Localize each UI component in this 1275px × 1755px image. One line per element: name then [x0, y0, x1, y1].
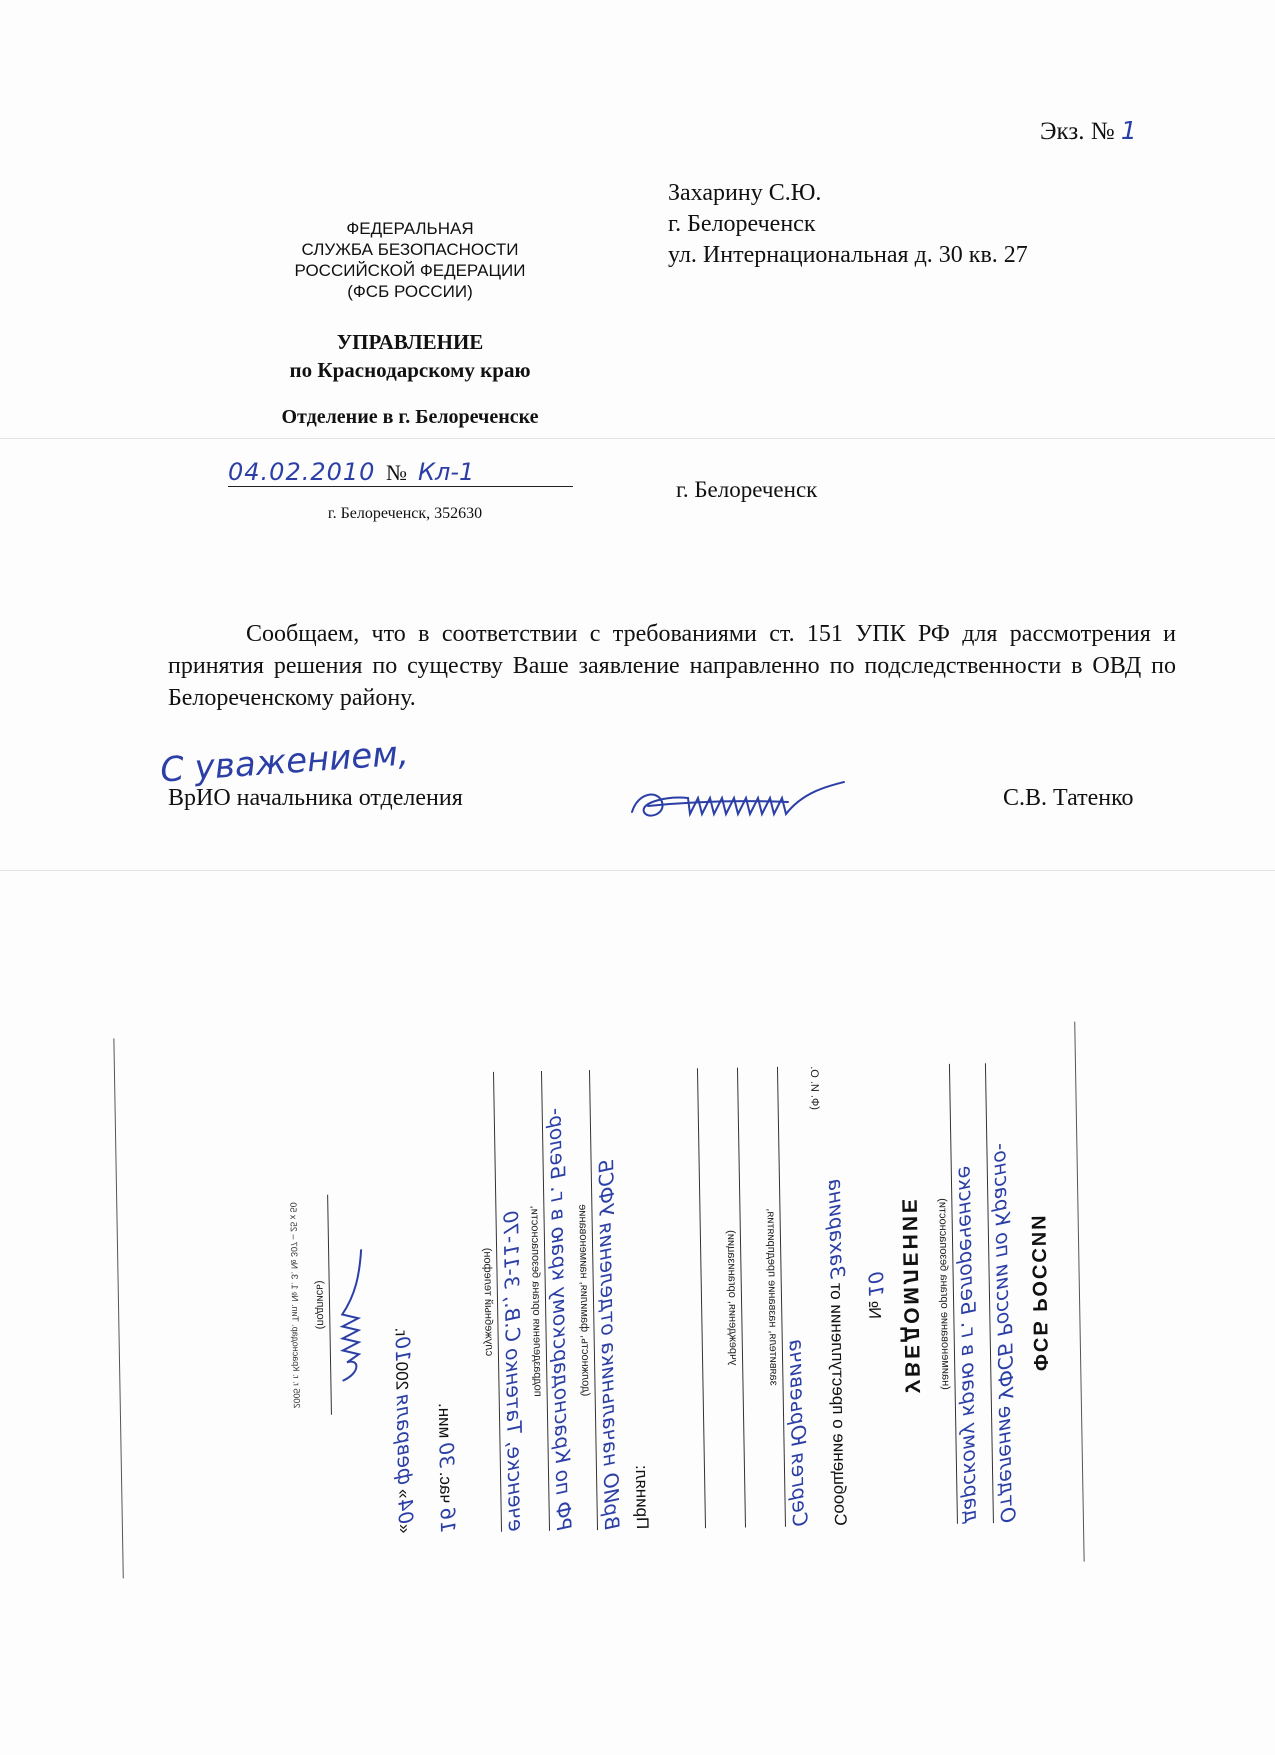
sender-city-zip: г. Белореченск, 352630 — [327, 505, 483, 522]
org-line: РОССИЙСКОЙ ФЕДЕРАЦИИ — [294, 261, 526, 280]
recipient-street: ул. Интернациональная д. 30 кв. 27 — [668, 242, 1028, 268]
slip-org-handwritten: дарскому краю в г. Белореченске — [953, 1165, 984, 1524]
copy-number — [1040, 116, 1137, 146]
sender-organization — [230, 218, 590, 302]
slip-minutes-handwritten: 30 — [434, 1442, 459, 1468]
signer-name: С.В. Татенко — [1003, 785, 1134, 811]
recipient-city: г. Белореченск — [668, 211, 816, 237]
copy-number-handwritten: 1 — [1120, 116, 1137, 145]
slip-org-handwritten: Отделение УФСБ России по Красно- — [989, 1142, 1020, 1524]
signature-image — [628, 772, 848, 832]
slip-signature-image — [329, 1244, 371, 1385]
reference-number: Кл-1 — [418, 458, 475, 486]
department-title: УПРАВЛЕНИЕ — [336, 330, 484, 354]
department-region: по Краснодарскому краю — [289, 358, 531, 382]
signer-position: ВрИО начальника отделения — [168, 785, 463, 811]
recipient-name: Захарину С.Ю. — [668, 180, 822, 206]
slip-message-caption: заявителя, название предприятия, — [764, 1208, 780, 1386]
reference-underline — [228, 486, 573, 487]
slip-header: ФСБ РОССИИ — [1026, 1213, 1052, 1372]
place: г. Белореченск — [676, 477, 818, 502]
org-line: СЛУЖБА БЕЗОПАСНОСТИ — [301, 240, 519, 259]
slip-message-caption: учреждения, организации) — [724, 1229, 740, 1366]
recipient-block — [668, 178, 1028, 271]
body-paragraph: Сообщаем, что в соответствии с требованиями ст. 151 УПК РФ для рассмотрения и принятия решения по существу Ваше заявление направленно по подследственности в ОВД по Белореченскому району. — [168, 621, 1176, 711]
slip-hours-label: час. — [435, 1471, 456, 1504]
notification-slip-content — [136, 1062, 1064, 1538]
slip-number-label: № — [865, 1300, 885, 1320]
org-line: ФЕДЕРАЛЬНАЯ — [346, 219, 474, 238]
slip-org-caption: (наименование органа безопасности) — [936, 1198, 952, 1390]
slip-imprint: 2005 г. г. Краснодар. Тип. № 1. З. № 307 – 25 х 50 — [288, 1202, 302, 1409]
letter-body — [168, 618, 1176, 714]
org-line: (ФСБ РОССИИ) — [347, 282, 473, 301]
slip-number-handwritten: 10 — [863, 1271, 888, 1298]
sender-subdepartment: Отделение в г. Белореченске — [281, 406, 539, 428]
slip-signature-caption: (подпись) — [313, 1280, 327, 1330]
fold-line — [0, 870, 1275, 871]
slip-year-suffix: г. — [391, 1327, 411, 1337]
slip-month-handwritten: февраля — [391, 1393, 418, 1486]
slip-message-caption: (Ф. И. О. — [807, 1066, 821, 1111]
slip-hours-handwritten: 16 — [435, 1507, 461, 1533]
slip-accepted-caption: служебный телефон) — [481, 1247, 495, 1357]
slip-title: УВЕДОМЛЕНИЕ — [897, 1195, 924, 1394]
reference-line — [228, 458, 578, 488]
slip-accepted-handwritten: еченске, Татенко С.В., 3-11-70 — [498, 1210, 529, 1532]
slip-accepted-handwritten: РФ по Краснодарскому краю в г. Белор- — [544, 1107, 577, 1531]
reference-number-sign: № — [386, 460, 407, 485]
slip-message-handwritten: Захарина — [823, 1178, 850, 1279]
reference-date: 04.02.2010 — [228, 458, 376, 486]
slip-date-quote: » — [394, 1488, 414, 1499]
slip-day-handwritten: 04 — [393, 1498, 418, 1525]
notification-slip — [136, 1062, 1064, 1538]
slip-message-handwritten: Сергея Юрьевича — [784, 1338, 812, 1527]
slip-accepted-caption: подразделения органа безопасности, — [528, 1205, 544, 1397]
slip-year-prefix: 200 — [392, 1361, 412, 1391]
slip-accepted-handwritten: ВрИО начальника отделения УФСБ — [593, 1158, 625, 1531]
slip-accepted-label: Принял: — [631, 1464, 653, 1530]
copy-label: Экз. № — [1040, 118, 1115, 145]
fold-line — [0, 438, 1275, 439]
sender-department — [210, 328, 610, 384]
slip-message-label: Сообщение о преступлении от — [826, 1282, 850, 1527]
slip-date-quote: « — [394, 1523, 415, 1534]
slip-minutes-label: мин. — [434, 1402, 455, 1439]
handwritten-regards: С уважением, — [158, 733, 410, 791]
slip-accepted-caption: (должность, фамилия, наименование — [576, 1204, 592, 1397]
slip-year-handwritten: 10 — [390, 1336, 416, 1362]
